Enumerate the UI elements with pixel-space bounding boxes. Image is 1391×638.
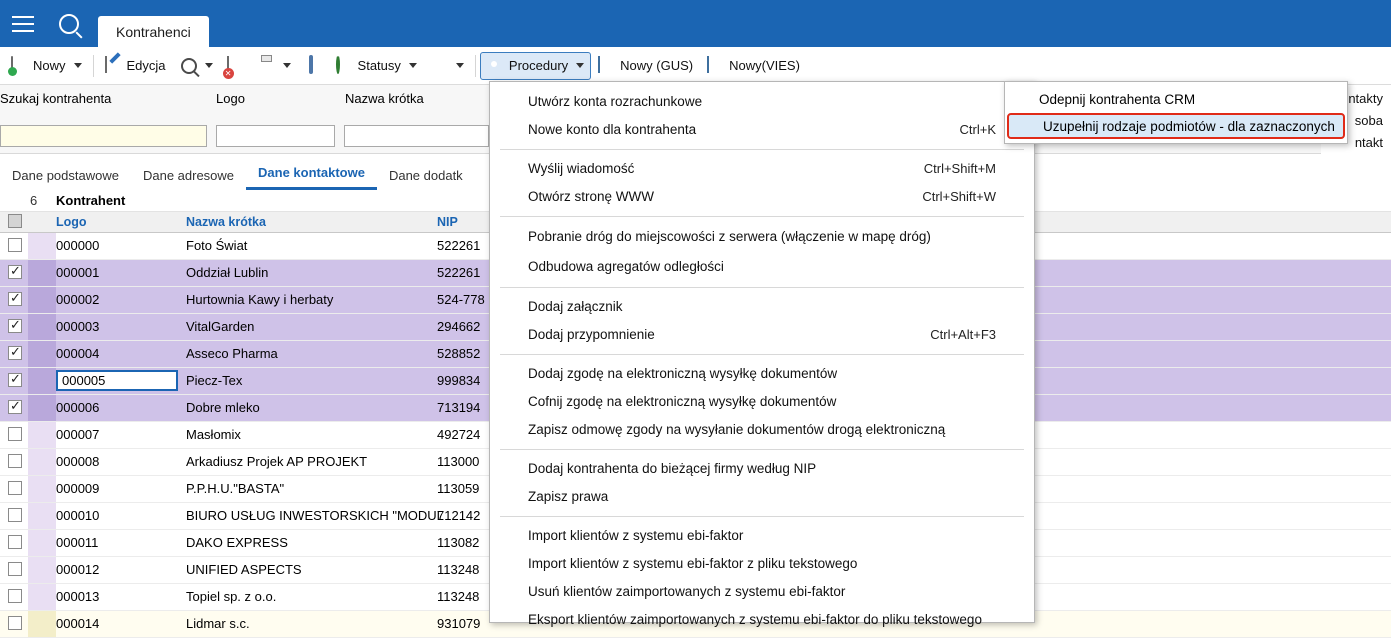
- menu-item-otworz-strone-www[interactable]: [490, 183, 1034, 211]
- cell-nazwa: Hurtownia Kawy i herbaty: [186, 292, 334, 307]
- row-gutter: [28, 611, 56, 637]
- menu-separator: [500, 516, 1024, 517]
- tab-dane-dodatkowe[interactable]: Dane dodatk: [388, 168, 463, 183]
- people-icon: [431, 57, 448, 74]
- search-input[interactable]: [0, 125, 207, 147]
- cell-nazwa: P.P.H.U."BASTA": [186, 481, 285, 496]
- menu-item-shortcut: Ctrl+Shift+M: [923, 161, 996, 176]
- cell-nip: 931079: [437, 616, 481, 631]
- row-gutter: [28, 584, 56, 610]
- row-gutter: [28, 422, 56, 448]
- menu-item-label: Dodaj zgodę na elektroniczną wysyłkę dokumentów: [528, 366, 838, 381]
- submenu-item-uzupelnij-rodzaje-podmiotow[interactable]: [1007, 113, 1345, 139]
- logo-column-label: Logo: [216, 91, 245, 106]
- cell-nip: 528852: [437, 346, 481, 361]
- row-checkbox[interactable]: [8, 292, 22, 306]
- menu-item-utworz-konta-rozrachunkowe[interactable]: [490, 88, 1034, 116]
- menu-item-label: Cofnij zgodę na elektroniczną wysyłkę dokumentów: [528, 394, 837, 409]
- cell-nip: 492724: [437, 427, 481, 442]
- title-bar: [0, 0, 1391, 47]
- new-gus-label: Nowy (GUS): [620, 58, 694, 73]
- short-name-column-label: Nazwa krótka: [345, 91, 424, 106]
- cell-nip: 113248: [437, 589, 480, 604]
- row-checkbox[interactable]: [8, 319, 22, 333]
- toolbar-divider: [93, 55, 94, 77]
- cell-logo: 000012: [56, 562, 100, 577]
- print-button[interactable]: [251, 52, 298, 80]
- new-vies-label: Nowy(VIES): [729, 58, 800, 73]
- cell-nazwa: Asseco Pharma: [186, 346, 278, 361]
- menu-item-dodaj-przypomnienie[interactable]: [490, 321, 1034, 349]
- chevron-down-icon[interactable]: [409, 63, 417, 68]
- cell-nip: 999834: [437, 373, 481, 388]
- menu-item-label: Import klientów z systemu ebi-faktor: [528, 528, 744, 543]
- menu-separator: [500, 449, 1024, 450]
- cell-nip: 522261: [437, 265, 481, 280]
- procedures-icon: [487, 57, 504, 74]
- chevron-down-icon[interactable]: [205, 63, 213, 68]
- cell-logo: 000009: [56, 481, 100, 496]
- cell-logo: 000013: [56, 589, 100, 604]
- menu-item-label: Dodaj przypomnienie: [528, 327, 655, 342]
- statuses-button[interactable]: [329, 52, 424, 80]
- menu-item-pobranie-drog[interactable]: [490, 222, 1034, 252]
- cell-logo: 000010: [56, 508, 100, 523]
- cell-nazwa: BIURO USŁUG INWESTORSKICH "MODUL: [186, 508, 444, 523]
- new-vies-button[interactable]: [700, 52, 807, 80]
- menu-item-label: Otwórz stronę WWW: [528, 189, 655, 204]
- menu-separator: [500, 216, 1024, 217]
- edit-button[interactable]: [98, 52, 173, 80]
- gus-icon: [598, 57, 615, 74]
- row-gutter: [28, 449, 56, 475]
- tab-dane-adresowe[interactable]: Dane adresowe: [142, 168, 235, 183]
- row-checkbox[interactable]: [8, 238, 22, 252]
- vies-icon: [707, 57, 724, 74]
- cell-logo: 000002: [56, 292, 100, 307]
- column-header-logo[interactable]: Logo: [56, 215, 87, 229]
- osoba-label: soba: [1354, 113, 1383, 128]
- row-gutter: [28, 395, 56, 421]
- row-checkbox[interactable]: [8, 346, 22, 360]
- cell-logo: 000000: [56, 238, 100, 253]
- column-header-nazwa-krotka[interactable]: Nazwa krótka: [186, 215, 266, 229]
- menu-item-shortcut: Ctrl+K: [959, 122, 996, 137]
- printer-icon: [258, 57, 275, 74]
- cell-nazwa: Lidmar s.c.: [186, 616, 250, 631]
- menu-item-label: Zapisz prawa: [528, 489, 609, 504]
- search-button[interactable]: [46, 0, 92, 47]
- cell-logo: 000014: [56, 616, 100, 631]
- row-gutter: [28, 233, 56, 259]
- menu-item-label: Zapisz odmowę zgody na wysyłanie dokumentów drogą elektroniczną: [528, 422, 946, 437]
- short-name-filter-input[interactable]: [344, 125, 489, 147]
- menu-item-label: Eksport klientów zaimportowanych z systemu ebi-faktor do pliku tekstowego: [528, 612, 982, 627]
- menu-item-label: Nowe konto dla kontrahenta: [528, 122, 697, 137]
- cell-logo: 000004: [56, 346, 100, 361]
- delete-button[interactable]: [220, 52, 251, 80]
- column-header-nip[interactable]: NIP: [437, 215, 458, 229]
- menu-separator: [500, 287, 1024, 288]
- row-gutter: [28, 260, 56, 286]
- procedures-button-label: Procedury: [508, 58, 569, 73]
- row-checkbox[interactable]: [8, 562, 22, 576]
- pencil-icon: [105, 57, 122, 74]
- cell-nip: 113082: [437, 535, 480, 550]
- menu-item-zapisz-odmowe-zgody[interactable]: [490, 416, 1034, 444]
- cell-nip: 524-778: [437, 292, 485, 307]
- tab-dane-kontaktowe[interactable]: Dane kontaktowe: [246, 159, 377, 190]
- row-gutter: [28, 368, 56, 394]
- menu-item-label: Dodaj kontrahenta do bieżącej firmy według NIP: [528, 461, 817, 476]
- cell-nazwa: Oddział Lublin: [186, 265, 269, 280]
- cell-nip: 712142: [437, 508, 481, 523]
- menu-item-dodaj-kontrahenta-wg-nip[interactable]: [490, 455, 1034, 483]
- group-count: 6: [30, 193, 38, 208]
- submenu-item-odepnij-kontrahenta-crm[interactable]: [1005, 86, 1347, 113]
- cell-nazwa: Topiel sp. z o.o.: [186, 589, 277, 604]
- cell-nip: 113248: [437, 562, 480, 577]
- menu-item-label: Usuń klientów zaimportowanych z systemu ebi-faktor: [528, 584, 846, 599]
- cell-logo: 000011: [56, 535, 99, 550]
- submenu-item-label: Odepnij kontrahenta CRM: [1039, 92, 1196, 107]
- logo-filter-input[interactable]: [216, 125, 335, 147]
- new-document-icon: [11, 57, 28, 74]
- procedures-dropdown-menu: [489, 81, 1035, 627]
- menu-item-label: Odbudowa agregatów odległości: [528, 259, 724, 274]
- menu-item-label: Pobranie dróg do miejscowości z serwera (włączenie w mapę dróg): [528, 229, 931, 244]
- cell-logo: 000007: [56, 427, 100, 442]
- cell-logo: 000005: [62, 373, 106, 388]
- tab-dane-podstawowe[interactable]: Dane podstawowe: [12, 168, 119, 183]
- chevron-down-icon[interactable]: [576, 63, 584, 68]
- row-gutter: [28, 341, 56, 367]
- cell-nazwa: VitalGarden: [186, 319, 255, 334]
- row-checkbox[interactable]: [8, 427, 22, 441]
- menu-item-eksport-klientow-zaimportowanych[interactable]: [490, 606, 1034, 634]
- row-checkbox[interactable]: [8, 454, 22, 468]
- cell-nazwa: DAKO EXPRESS: [186, 535, 288, 550]
- chevron-down-icon[interactable]: [456, 63, 464, 68]
- cell-nazwa: Dobre mleko: [186, 400, 260, 415]
- row-gutter: [28, 503, 56, 529]
- menu-item-shortcut: Ctrl+Alt+F3: [930, 327, 996, 342]
- menu-item-zapisz-prawa[interactable]: [490, 483, 1034, 511]
- cell-nip: 713194: [437, 400, 481, 415]
- menu-separator: [500, 149, 1024, 150]
- cell-nazwa: Foto Świat: [186, 238, 248, 253]
- menu-item-import-klientow-ebi-faktor[interactable]: [490, 522, 1034, 550]
- cell-logo: 000001: [56, 265, 100, 280]
- menu-item-nowe-konto-dla-kontrahenta[interactable]: [490, 116, 1034, 144]
- toolbar-divider: [475, 55, 476, 77]
- statuses-button-label: Statusy: [357, 58, 401, 73]
- window-tabs: [98, 0, 209, 47]
- new-button-label: Nowy: [33, 58, 66, 73]
- refresh-circle-icon: [336, 57, 353, 74]
- menu-item-odbudowa-agregatow[interactable]: [490, 252, 1034, 282]
- row-gutter: [28, 476, 56, 502]
- row-checkbox[interactable]: [8, 508, 22, 522]
- row-checkbox[interactable]: [8, 589, 22, 603]
- menu-item-usun-klientow-zaimportowanych[interactable]: [490, 578, 1034, 606]
- hamburger-icon: [12, 16, 34, 32]
- new-gus-button[interactable]: [591, 52, 700, 80]
- kontakt-label: ntakt: [1354, 135, 1383, 150]
- row-gutter: [28, 557, 56, 583]
- cell-nazwa: Masłomix: [186, 427, 241, 442]
- row-checkbox[interactable]: [8, 535, 22, 549]
- procedures-submenu: [1004, 81, 1348, 144]
- submenu-item-label: Uzupełnij rodzaje podmiotów - dla zaznaczonych: [1043, 119, 1335, 134]
- menu-item-shortcut: Ctrl+Shift+W: [922, 189, 996, 204]
- select-all-checkbox[interactable]: [8, 214, 22, 228]
- contacts-button[interactable]: [424, 52, 471, 80]
- cell-nazwa: UNIFIED ASPECTS: [186, 562, 302, 577]
- row-gutter: [28, 314, 56, 340]
- cell-nip: 113059: [437, 481, 480, 496]
- row-checkbox[interactable]: [8, 265, 22, 279]
- new-button[interactable]: [4, 52, 89, 80]
- cell-nip: 294662: [437, 319, 481, 334]
- menu-separator: [500, 354, 1024, 355]
- menu-button[interactable]: [0, 0, 46, 47]
- procedures-button[interactable]: [480, 52, 591, 80]
- chevron-down-icon[interactable]: [283, 63, 291, 68]
- menu-item-dodaj-zgode[interactable]: [490, 360, 1034, 388]
- menu-item-label: Utwórz konta rozrachunkowe: [528, 94, 703, 109]
- menu-item-label: Import klientów z systemu ebi-faktor z pliku tekstowego: [528, 556, 858, 571]
- delete-icon: [227, 57, 244, 74]
- search-kontrahenta-label: Szukaj kontrahenta: [0, 91, 112, 106]
- main-toolbar: [0, 47, 1391, 85]
- preview-button[interactable]: [173, 52, 220, 80]
- paperclip-icon: [305, 57, 322, 74]
- row-checkbox[interactable]: [8, 616, 22, 630]
- row-gutter: [28, 287, 56, 313]
- cell-nip: 522261: [437, 238, 481, 253]
- menu-item-cofnij-zgode[interactable]: [490, 388, 1034, 416]
- kontakty-label: ntakty: [1348, 91, 1383, 106]
- group-label: Kontrahent: [56, 193, 126, 208]
- cell-logo: 000003: [56, 319, 100, 334]
- cell-logo: 000008: [56, 454, 100, 469]
- menu-item-import-klientow-plik-tekstowy[interactable]: [490, 550, 1034, 578]
- menu-item-dodaj-zalacznik[interactable]: [490, 293, 1034, 321]
- tab-kontrahenci[interactable]: Kontrahenci: [98, 16, 209, 48]
- cell-logo: 000006: [56, 400, 100, 415]
- search-icon: [59, 14, 79, 34]
- cell-nazwa: Piecz-Tex: [186, 373, 243, 388]
- attachment-button[interactable]: [298, 52, 329, 80]
- row-checkbox[interactable]: [8, 400, 22, 414]
- menu-item-wyslij-wiadomosc[interactable]: [490, 155, 1034, 183]
- menu-item-label: Wyślij wiadomość: [528, 161, 635, 176]
- menu-item-label: Dodaj załącznik: [528, 299, 623, 314]
- magnifier-icon: [180, 57, 197, 74]
- row-gutter: [28, 530, 56, 556]
- row-checkbox[interactable]: [8, 481, 22, 495]
- edit-button-label: Edycja: [126, 58, 166, 73]
- cell-nip: 113000: [437, 454, 480, 469]
- cell-nazwa: Arkadiusz Projek AP PROJEKT: [186, 454, 368, 469]
- row-checkbox[interactable]: [8, 373, 22, 387]
- chevron-down-icon[interactable]: [74, 63, 82, 68]
